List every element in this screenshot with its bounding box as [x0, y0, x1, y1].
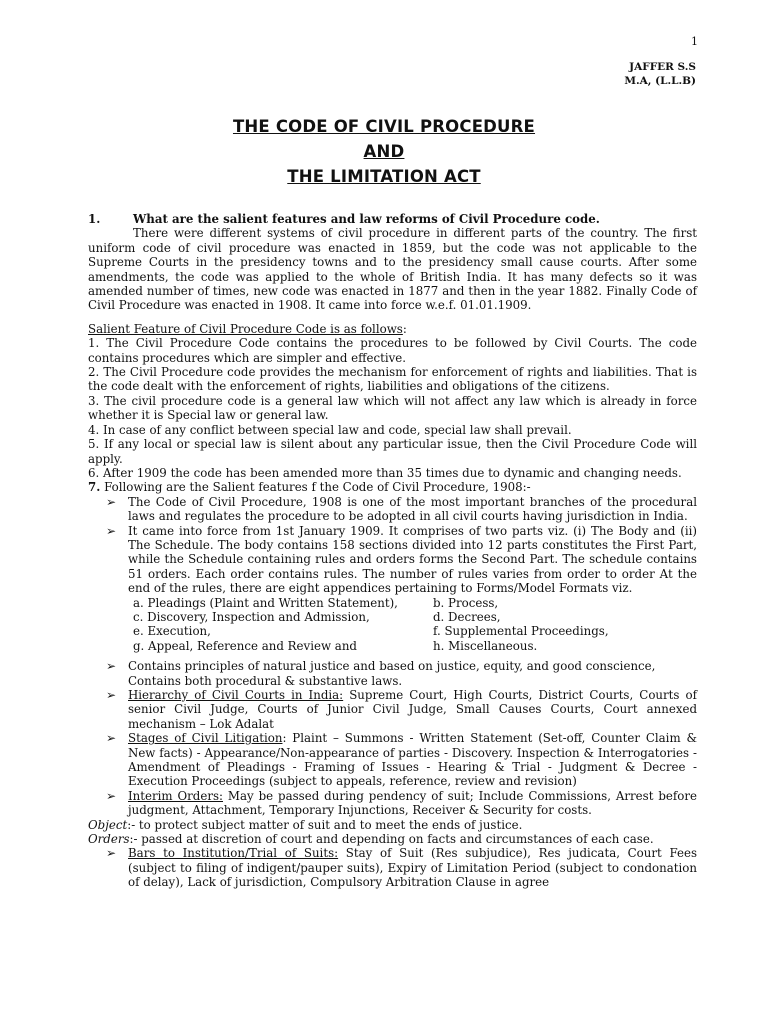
bullet-item-interim: ➢ Interim Orders: May be passed during pendency of suit; Include Commissions, Arrest before judgment, Attachment, Temporary Injunctions, Receiver & Security for costs. — [88, 789, 697, 818]
appendix-item: b. Process, — [433, 595, 499, 610]
arrow-bullet-icon: ➢ — [106, 688, 116, 702]
salient-point: 2. The Civil Procedure code provides the mechanism for enforcement of rights and liabilities. That is the code dealt with the enforcement of rights, liabilities and obligations of the citizens. — [88, 365, 697, 394]
bullet-item: ➢ Contains principles of natural justice and based on justice, equity, and good conscience, — [88, 659, 697, 673]
title-line-1: THE CODE OF CIVIL PROCEDURE — [232, 117, 536, 136]
page-number: 1 — [691, 35, 698, 48]
title-line-3: THE LIMITATION ACT — [287, 167, 481, 186]
bullet-item: ➢ It came into force from 1st January 1909. It comprises of two parts viz. (i) The Body and (ii) The Schedule. The body contains 158 sections divided into 12 parts constitutes the First Part, while the Schedule containing rules and orders forms the Second Part. The schedule contains 51 orders. Each order contains rules. The number of rules varies from order to order At the end of the rules, there are eight appendices pertaining to Forms/Model Formats viz. — [88, 524, 697, 596]
appendix-item: e. Execution, — [133, 624, 211, 639]
appendix-item: g. Appeal, Reference and Review and — [133, 638, 357, 653]
author-name: JAFFER S.S — [629, 61, 696, 73]
question-text: What are the salient features and law reforms of Civil Procedure code. — [133, 212, 600, 226]
arrow-bullet-icon: ➢ — [106, 659, 116, 674]
bullet-item-stages: ➢ Stages of Civil Litigation: Plaint – Summons - Written Statement (Set-off, Counter Claim & New facts) - Appearance/Non-appearance of parties - Discovery. Inspection & Interrogatories - Amendment of Pleadings - Framing of Issues - Hearing & Trial - Judgment & Decree - Execution Proceedings (subject to appeals, reference, review and revision) — [88, 731, 697, 789]
intro-paragraph: There were different systems of civil procedure in different parts of the country. The first uniform code of civil procedure was enacted in 1859, but the code was not applicable to the Supreme Courts in the presidency towns and to the presidency small cause courts. After some amendments, the code was applied to the whole of British India. It has many defects so it was amended number of times, new code was enacted in 1877 and then in the year 1882. Finally Code of Civil Procedure was enacted in 1908. It came into force w.e.f. 01.01.1909. — [88, 226, 697, 313]
arrow-bullet-icon: ➢ — [106, 788, 116, 803]
appendix-item: h. Miscellaneous. — [433, 638, 538, 653]
arrow-bullet-icon: ➢ — [106, 523, 116, 538]
principles-line-2: Contains both procedural & substantive laws. — [128, 673, 403, 688]
salient-point: 3. The civil procedure code is a general law which will not affect any law which is already in force whether it is Special law or general law. — [88, 393, 697, 423]
appendix-item: d. Decrees, — [433, 609, 501, 624]
appendix-item: f. Supplemental Proceedings, — [433, 624, 609, 639]
salient-point: 5. If any local or special law is silent about any particular issue, then the Civil Procedure Code will apply. — [88, 437, 697, 466]
author-degree: M.A, (L.L.B) — [624, 75, 696, 87]
salient-point-7: 7. Following are the Salient features f the Code of Civil Procedure, 1908:- — [88, 480, 531, 495]
document-title — [0, 114, 768, 189]
salient-point: 6. After 1909 the code has been amended more than 35 times due to dynamic and changing needs. — [88, 465, 682, 480]
arrow-bullet-icon: ➢ — [106, 846, 116, 861]
orders-line: Orders:- passed at discretion of court and depending on facts and circumstances of each case. — [88, 832, 654, 847]
arrow-bullet-icon: ➢ — [106, 731, 116, 746]
arrow-bullet-icon: ➢ — [106, 494, 116, 509]
salient-heading: Salient Feature of Civil Procedure Code is as follows: — [88, 321, 407, 336]
appendices-list — [88, 596, 697, 654]
appendix-item: a. Pleadings (Plaint and Written Statement), — [133, 595, 398, 610]
object-line: Object:- to protect subject matter of suit and to meet the ends of justice. — [88, 817, 523, 832]
title-line-2: AND — [363, 142, 405, 161]
salient-point: 1. The Civil Procedure Code contains the procedures to be followed by Civil Courts. The code contains procedures which are simpler and effective. — [88, 336, 697, 365]
bullet-item-bars: ➢ Bars to Institution/Trial of Suits: Stay of Suit (Res subjudice), Res judicata, Court Fees (subject to filing of indigent/pauper suits), Expiry of Limitation Period (subject to condonation of delay), Lack of jurisdiction, Compulsory Arbitration Clause in agree — [88, 846, 697, 889]
appendix-item: c. Discovery, Inspection and Admission, — [133, 609, 370, 624]
bullet-item-hierarchy: ➢ Hierarchy of Civil Courts in India: Supreme Court, High Courts, District Courts, Courts of senior Civil Judge, Courts of Junior Civil Judge, Small Causes Courts, Court annexed mechanism – Lok Adalat — [88, 688, 697, 731]
author-block — [624, 60, 696, 88]
document-body — [88, 212, 697, 890]
question-number: 1. — [88, 212, 101, 226]
question-heading — [88, 212, 697, 226]
bullet-item: ➢ The Code of Civil Procedure, 1908 is one of the most important branches of the procedural laws and regulates the procedure to be adopted in all civil courts having jurisdiction in India. — [88, 495, 697, 524]
salient-point: 4. In case of any conflict between special law and code, special law shall prevail. — [88, 422, 572, 437]
